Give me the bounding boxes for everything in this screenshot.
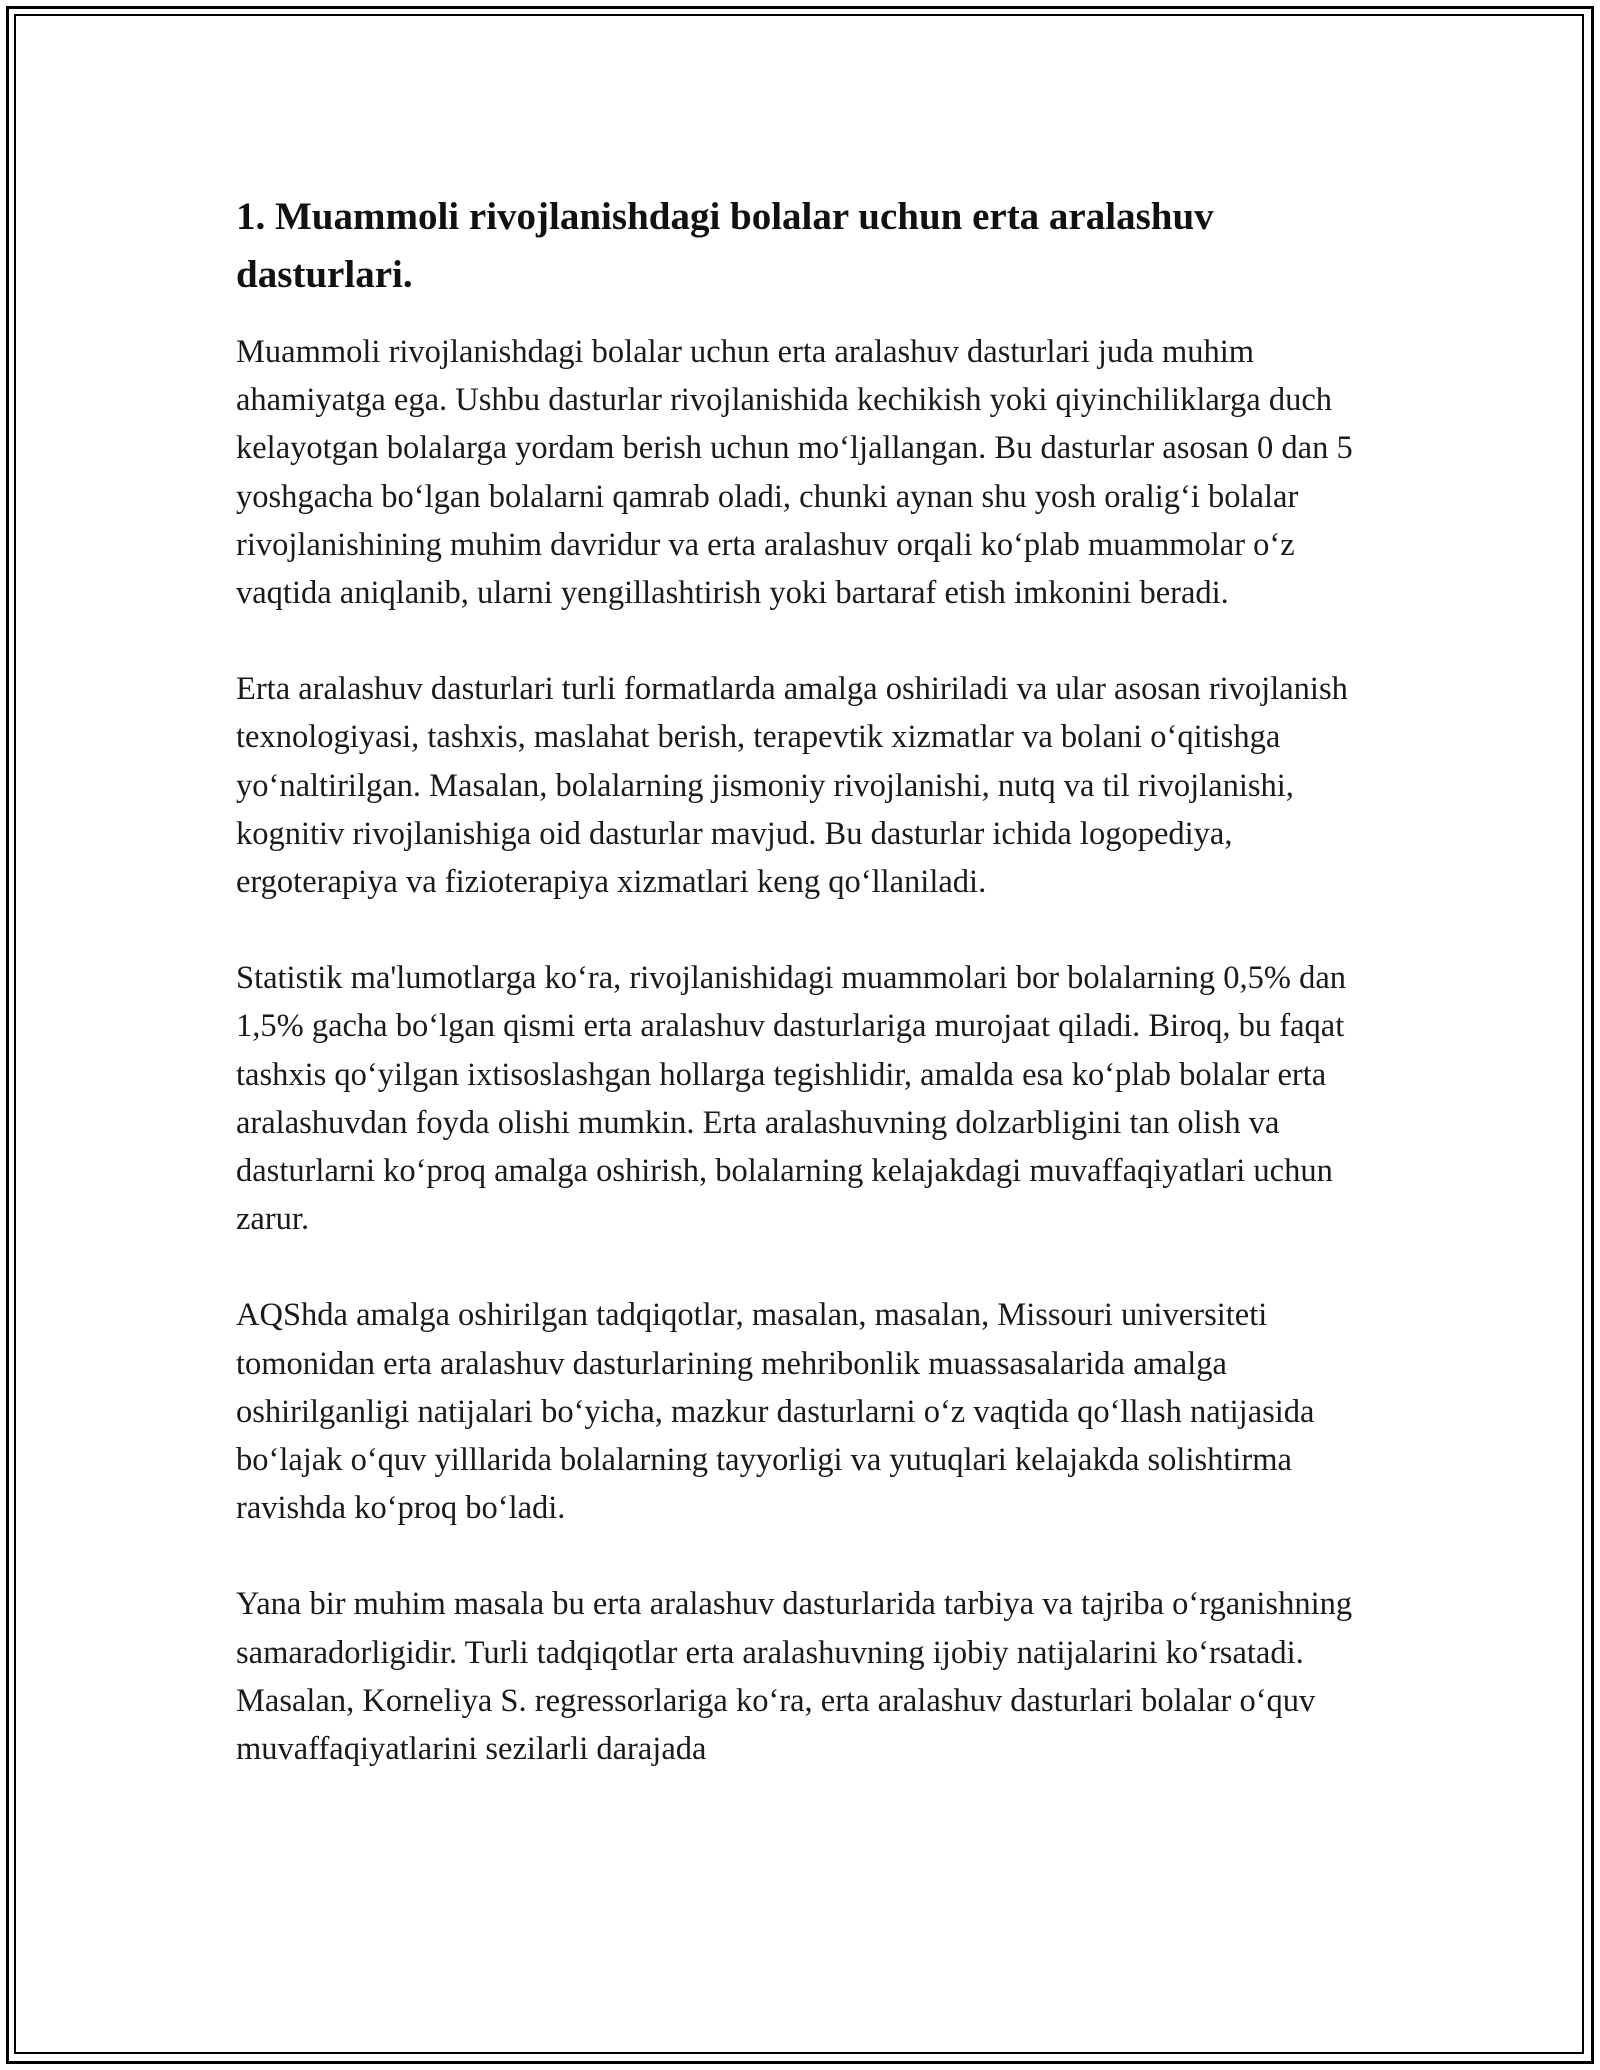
paragraph-5: Yana bir muhim masala bu erta aralashuv dasturlarida tarbiya va tajriba o‘rganishning samaradorligidir. Turli tadqiqotlar erta aralashuvning ijobiy natijalarini ko‘rsatadi. Masalan, Korneliya S. regressorlariga ko‘ra, erta aralashuv dasturlari bolalar o‘quv muvaffaqiyatlarini sezilarli darajada (236, 1586, 1353, 1768)
paragraph-4: AQShda amalga oshirilgan tadqiqotlar, masalan, masalan, Missouri universiteti tomonidan erta aralashuv dasturlarining mehribonlik muassasalarida amalga oshirilganligi natijalari bo‘yicha, mazkur dasturlarni o‘z vaqtida qo‘llash natijasida bo‘lajak o‘quv yilllarida bolalarning tayyorligi va yutuqlari kelajakda solishtirma ravishda ko‘proq bo‘ladi. (236, 1297, 1315, 1527)
section-heading: 1. Muammoli rivojlanishdagi bolalar uchun erta aralashuv dasturlari. (236, 195, 1214, 296)
document-body (236, 188, 1376, 1821)
paragraph-2: Erta aralashuv dasturlari turli formatlarda amalga oshiriladi va ular asosan rivojlanish texnologiyasi, tashxis, maslahat berish, terapevtik xizmatlar va bolani o‘qitishga yo‘naltirilgan. Masalan, bolalarning jismoniy rivojlanishi, nutq va til rivojlanishi, kognitiv rivojlanishiga oid dasturlar mavjud. Bu dasturlar ichida logopediya, ergoterapiya va fizioterapiya xizmatlari keng qo‘llaniladi. (236, 671, 1348, 901)
paragraph-3: Statistik ma'lumotlarga ko‘ra, rivojlanishidagi muammolari bor bolalarning 0,5% dan 1,5% gacha bo‘lgan qismi erta aralashuv dasturlariga murojaat qiladi. Biroq, bu faqat tashxis qo‘yilgan ixtisoslashgan hollarga tegishlidir, amalda esa ko‘plab bolalar erta aralashuvdan foyda olishi mumkin. Erta aralashuvning dolzarbligini tan olish va dasturlarni ko‘proq amalga oshirish, bolalarning kelajakdagi muvaffaqiyatlari uchun zarur. (236, 960, 1347, 1238)
paragraph-1: Muammoli rivojlanishdagi bolalar uchun erta aralashuv dasturlari juda muhim ahamiyatga ega. Ushbu dasturlar rivojlanishida kechikish yoki qiyinchiliklarga duch kelayotgan bolalarga yordam berish uchun mo‘ljallangan. Bu dasturlar asosan 0 dan 5 yoshgacha bo‘lgan bolalarni qamrab oladi, chunki aynan shu yosh oralig‘i bolalar rivojlanishining muhim davridur va erta aralashuv orqali ko‘plab muammolar o‘z vaqtida aniqlanib, ularni yengillashtirish yoki bartaraf etish imkonini beradi. (236, 334, 1353, 612)
